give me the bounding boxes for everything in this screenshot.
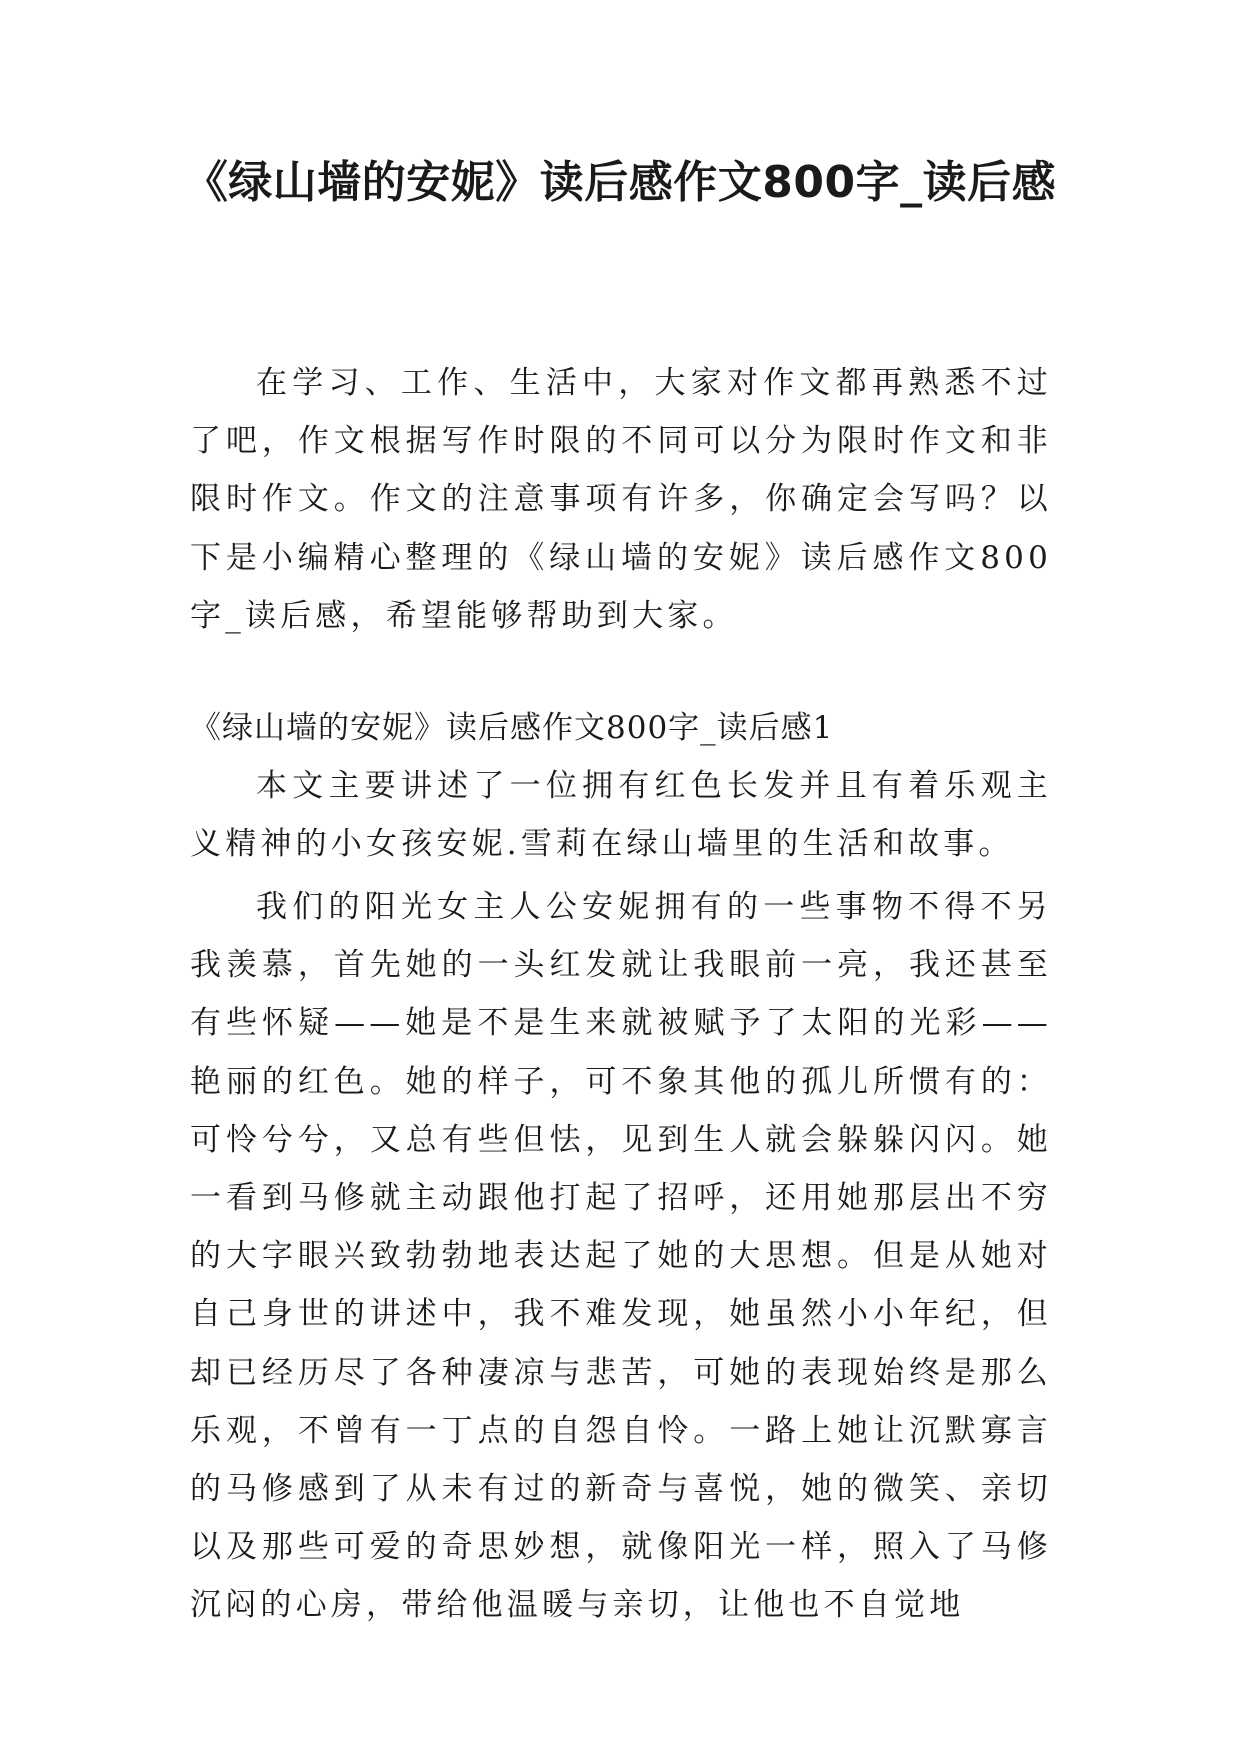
body-paragraph: 本文主要讲述了一位拥有红色长发并且有着乐观主义精神的小女孩安妮.雪莉在绿山墙里的生活和故事。 xyxy=(190,768,1052,863)
document-title: 《绿山墙的安妮》读后感作文800字_读后感 xyxy=(183,157,1057,208)
section-heading: 《绿山墙的安妮》读后感作文800字_读后感1 xyxy=(190,710,834,746)
intro-paragraph: 在学习、工作、生活中，大家对作文都再熟悉不过了吧，作文根据写作时限的不同可以分为限时作文和非限时作文。作文的注意事项有许多，你确定会写吗？以下是小编精心整理的《绿山墙的安妮》读后感作文800字_读后感，希望能够帮助到大家。 xyxy=(190,365,1052,634)
body-paragraph: 我们的阳光女主人公安妮拥有的一些事物不得不另我羡慕，首先她的一头红发就让我眼前一亮，我还甚至有些怀疑——她是不是生来就被赋予了太阳的光彩——艳丽的红色。她的样子，可不象其他的孤儿所惯有的：可怜兮兮，又总有些但怯，见到生人就会躲躲闪闪。她一看到马修就主动跟他打起了招呼，还用她那层出不穷的大字眼兴致勃勃地表达起了她的大思想。但是从她对自己身世的讲述中，我不难发现，她虽然小小年纪，但却已经历尽了各种凄凉与悲苦，可她的表现始终是那么乐观，不曾有一丁点的自怨自怜。一路上她让沉默寡言的马修感到了从未有过的新奇与喜悦，她的微笑、亲切以及那些可爱的奇思妙想，就像阳光一样，照入了马修沉闷的心房，带给他温暖与亲切，让他也不自觉地 xyxy=(190,889,1052,1624)
